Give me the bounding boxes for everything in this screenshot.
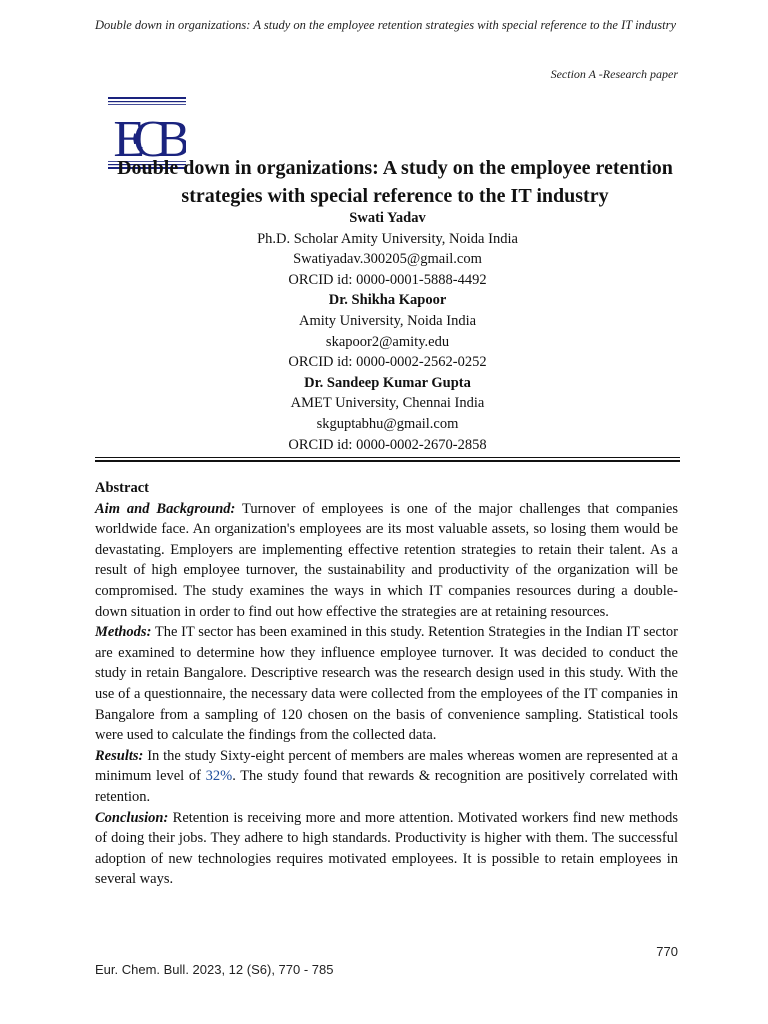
divider-rule: [95, 457, 680, 458]
author-email: skguptabhu@gmail.com: [316, 415, 459, 432]
author-orcid: ORCID id: 0000-0002-2562-0252: [288, 354, 487, 371]
abstract-heading: Abstract: [95, 480, 149, 496]
logo-text: ECB: [113, 111, 179, 168]
author-orcid: ORCID id: 0000-0002-2670-2858: [288, 436, 487, 453]
author-name: Dr. Shikha Kapoor: [328, 292, 447, 309]
results-percentage: 32%: [205, 768, 233, 785]
results-label: Results:: [95, 747, 144, 764]
paper-title: Double down in organizations: A study on the employee retention strategies with special reference to the IT industry: [117, 157, 673, 207]
author-affiliation: Amity University, Noida India: [298, 312, 477, 329]
page-number: 770: [656, 944, 678, 959]
aim-text: Turnover of employees is one of the major challenges that companies worldwide face. An organization's employees are its most valuable assets, so losing them would be devastating. Employers are implementing effective retention strategies to retain their talent. As a result of high employee turnover, the sustainability and productivity of the organization will be compromised. The study examines the ways in which IT companies resources during a double-down situation in order to find out how effective the strategies are at retaining resources.: [95, 500, 678, 620]
conclusion-text: Retention is receiving more and more attention. Motivated workers find new methods of doing their jobs. They adhere to high standards. Productivity is higher with them. The successful adoption of new technologies requires motivated employees. It is possible to retain employees in several ways.: [95, 809, 678, 888]
author-block: [95, 208, 680, 455]
section-label: Section A -Research paper: [550, 67, 678, 81]
author-affiliation: AMET University, Chennai India: [290, 395, 485, 412]
abstract-section: [95, 478, 678, 890]
methods-text: The IT sector has been examined in this study. Retention Strategies in the Indian IT sector are examined to determine how they influence employee turnover. It was decided to conduct the study in retain Bangalore. Descriptive research was the research design used in this study. With the use of a questionnaire, the necessary data were collected from the employees of the IT companies in Bangalore from a sampling of 120 chosen on the basis of convenience sampling. Statistical tools were used to calculate the findings from the collected data.: [95, 624, 678, 744]
abstract-results-paragraph: [95, 746, 678, 808]
author-affiliation: Ph.D. Scholar Amity University, Noida India: [257, 230, 518, 247]
methods-label: Methods:: [95, 624, 152, 641]
results-text-end: . The study found that rewards & recognition are positively correlated with retention.: [95, 768, 678, 805]
author-orcid: ORCID id: 0000-0001-5888-4492: [288, 271, 487, 288]
running-header: Double down in organizations: A study on the employee retention strategies with special reference to the IT industry: [95, 18, 677, 32]
conclusion-label: Conclusion:: [95, 809, 169, 826]
author-email: Swatiyadav.300205@gmail.com: [293, 251, 482, 268]
author-name: Dr. Sandeep Kumar Gupta: [304, 374, 471, 391]
divider-rule: [95, 460, 680, 462]
author-email: skapoor2@amity.edu: [325, 333, 450, 350]
abstract-methods-paragraph: [95, 622, 678, 746]
abstract-aim-paragraph: [95, 499, 678, 623]
results-text: In the study Sixty-eight percent of members are males whereas women are represented at a minimum level of: [95, 747, 678, 785]
aim-label: Aim and Background:: [95, 500, 236, 517]
abstract-conclusion-paragraph: [95, 808, 678, 890]
journal-citation: Eur. Chem. Bull. 2023, 12 (S6), 770 - 785: [95, 962, 334, 977]
author-name: Swati Yadav: [349, 210, 426, 226]
